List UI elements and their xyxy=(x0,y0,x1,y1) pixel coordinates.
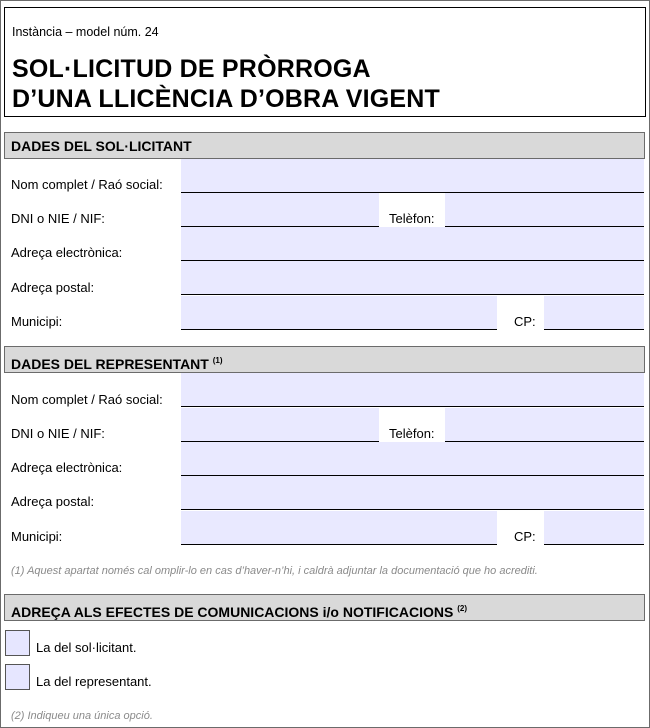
representative-phone-field[interactable] xyxy=(445,408,644,442)
representative-zip-label: CP: xyxy=(514,529,536,544)
representative-email-label: Adreça electrònica: xyxy=(11,460,123,475)
representative-footnote-ref: (1) xyxy=(212,356,223,365)
applicant-address-checkbox[interactable] xyxy=(5,630,30,656)
applicant-id-field[interactable] xyxy=(181,193,379,227)
representative-postal-label: Adreça postal: xyxy=(11,494,95,509)
representative-name-label: Nom complet / Raó social: xyxy=(11,392,163,407)
representative-phone-label: Telèfon: xyxy=(389,426,435,441)
applicant-id-label: DNI o NIE / NIF: xyxy=(11,211,105,226)
representative-postal-field[interactable] xyxy=(181,476,644,510)
representative-address-option-label: La del representant. xyxy=(36,674,152,689)
representative-email-field[interactable] xyxy=(181,442,644,476)
applicant-name-field[interactable] xyxy=(181,159,644,193)
applicant-section-title: DADES DEL SOL·LICITANT xyxy=(11,138,192,154)
applicant-city-label: Municipi: xyxy=(11,314,63,329)
applicant-name-label: Nom complet / Raó social: xyxy=(11,177,163,192)
notifications-section-header xyxy=(4,594,645,621)
title-box xyxy=(4,7,646,117)
applicant-email-label: Adreça electrònica: xyxy=(11,245,123,260)
applicant-section-header xyxy=(4,132,645,159)
representative-zip-field[interactable] xyxy=(544,511,644,545)
applicant-zip-field[interactable] xyxy=(544,296,644,330)
form-title-line-1: SOL·LICITUD DE PRÒRROGA xyxy=(12,55,371,83)
representative-address-checkbox[interactable] xyxy=(5,664,30,690)
notifications-footnote-ref: (2) xyxy=(457,604,467,613)
applicant-postal-label: Adreça postal: xyxy=(11,280,95,295)
representative-name-field[interactable] xyxy=(181,373,644,407)
instance-model-label: Instància – model núm. 24 xyxy=(12,25,159,39)
notifications-section-title: ADREÇA ALS EFECTES DE COMUNICACIONS i/o NOTIFICACIONS xyxy=(11,604,454,620)
applicant-phone-field[interactable] xyxy=(445,193,644,227)
notifications-footnote: (2) Indiqueu una única opció. xyxy=(11,710,153,722)
applicant-phone-label: Telèfon: xyxy=(389,211,435,226)
form-title-line-2: D’UNA LLICÈNCIA D’OBRA VIGENT xyxy=(12,85,441,113)
representative-id-label: DNI o NIE / NIF: xyxy=(11,426,105,441)
applicant-postal-field[interactable] xyxy=(181,261,644,295)
representative-section-title: DADES DEL REPRESENTANT xyxy=(11,356,209,372)
representative-id-field[interactable] xyxy=(181,408,379,442)
applicant-address-option-label: La del sol·licitant. xyxy=(36,640,137,655)
form-title xyxy=(12,54,440,114)
representative-city-label: Municipi: xyxy=(11,529,63,544)
representative-footnote: (1) Aquest apartat només cal omplir-lo en cas d’haver-n’hi, i caldrà adjuntar la documentació que ho acrediti. xyxy=(11,565,538,577)
representative-city-field[interactable] xyxy=(181,511,497,545)
applicant-zip-label: CP: xyxy=(514,314,536,329)
representative-section-header xyxy=(4,346,645,373)
applicant-city-field[interactable] xyxy=(181,296,497,330)
applicant-email-field[interactable] xyxy=(181,227,644,261)
